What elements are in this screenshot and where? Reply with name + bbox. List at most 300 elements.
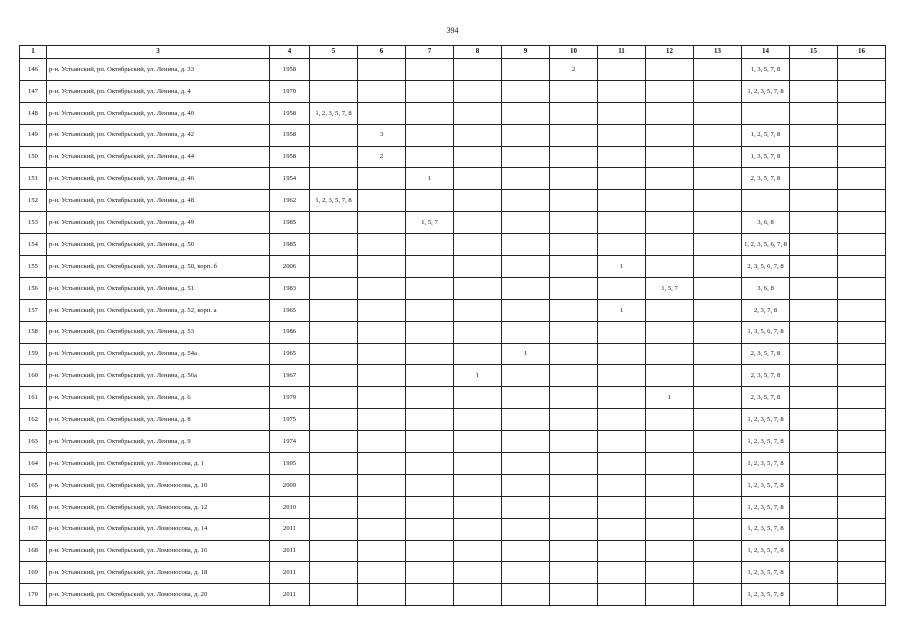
table-row <box>20 387 886 409</box>
table-row <box>20 496 886 518</box>
table-cell-col-3: р-н. Устьянский, рп. Октябрьский, ул. Ломоносова, д. 20 <box>47 584 270 606</box>
table-cell-col-13 <box>694 299 742 321</box>
table-cell-col-5 <box>310 59 358 81</box>
table-cell-col-1: 167 <box>20 518 47 540</box>
table-cell-col-11 <box>598 321 646 343</box>
table-cell-col-15 <box>790 234 838 256</box>
table-cell-col-8 <box>454 168 502 190</box>
table-cell-col-10 <box>550 277 598 299</box>
table-cell-col-9 <box>502 234 550 256</box>
table-cell-col-7 <box>406 256 454 278</box>
table-cell-col-14: 1, 2, 3, 5, 7, 8 <box>742 518 790 540</box>
table-row <box>20 409 886 431</box>
table-cell-col-16 <box>838 256 886 278</box>
table-cell-col-6 <box>358 321 406 343</box>
table-cell-col-1: 146 <box>20 59 47 81</box>
table-cell-col-12 <box>646 102 694 124</box>
table-header-row <box>20 46 886 59</box>
table-cell-col-8 <box>454 584 502 606</box>
table-row <box>20 168 886 190</box>
table-cell-col-9 <box>502 365 550 387</box>
table-cell-col-6 <box>358 496 406 518</box>
table-cell-col-4: 1958 <box>270 124 310 146</box>
table-cell-col-14: 3, 6, 8 <box>742 277 790 299</box>
table-cell-col-12 <box>646 562 694 584</box>
column-header-15: 15 <box>790 46 838 59</box>
table-cell-col-13 <box>694 518 742 540</box>
table-cell-col-7 <box>406 540 454 562</box>
table-cell-col-12: 1, 5, 7 <box>646 277 694 299</box>
table-cell-col-7 <box>406 584 454 606</box>
table-cell-col-8 <box>454 277 502 299</box>
table-row <box>20 59 886 81</box>
table-cell-col-15 <box>790 584 838 606</box>
table-cell-col-13 <box>694 409 742 431</box>
table-cell-col-12 <box>646 80 694 102</box>
table-cell-col-14: 1, 3, 5, 7, 8 <box>742 59 790 81</box>
table-cell-col-7 <box>406 496 454 518</box>
table-cell-col-14: 1, 2, 3, 5, 7, 8 <box>742 409 790 431</box>
table-cell-col-7 <box>406 453 454 475</box>
table-cell-col-5 <box>310 124 358 146</box>
table-cell-col-13 <box>694 59 742 81</box>
table-cell-col-16 <box>838 190 886 212</box>
table-cell-col-13 <box>694 277 742 299</box>
table-cell-col-1: 150 <box>20 146 47 168</box>
table-cell-col-4: 2009 <box>270 474 310 496</box>
table-cell-col-10 <box>550 365 598 387</box>
table-cell-col-3: р-н. Устьянский, рп. Октябрьский, ул. Ленина, д. 56а <box>47 365 270 387</box>
table-cell-col-10 <box>550 124 598 146</box>
table-cell-col-11 <box>598 80 646 102</box>
table-cell-col-12 <box>646 168 694 190</box>
table-cell-col-9 <box>502 212 550 234</box>
table-cell-col-12 <box>646 409 694 431</box>
table-cell-col-9 <box>502 299 550 321</box>
table-cell-col-7 <box>406 409 454 431</box>
table-cell-col-14 <box>742 190 790 212</box>
table-cell-col-9 <box>502 540 550 562</box>
table-cell-col-10 <box>550 168 598 190</box>
table-cell-col-9 <box>502 80 550 102</box>
table-cell-col-4: 1985 <box>270 234 310 256</box>
table-cell-col-4: 1965 <box>270 343 310 365</box>
table-cell-col-14: 2, 3, 5, 7, 8 <box>742 365 790 387</box>
table-cell-col-11 <box>598 474 646 496</box>
table-cell-col-6 <box>358 299 406 321</box>
table-row <box>20 102 886 124</box>
table-cell-col-4: 1958 <box>270 59 310 81</box>
table-cell-col-1: 166 <box>20 496 47 518</box>
table-cell-col-5: 1, 2, 3, 5, 7, 8 <box>310 102 358 124</box>
table-cell-col-11 <box>598 562 646 584</box>
column-header-7: 7 <box>406 46 454 59</box>
table-cell-col-11 <box>598 190 646 212</box>
table-cell-col-5 <box>310 234 358 256</box>
table-cell-col-10 <box>550 256 598 278</box>
table-row <box>20 234 886 256</box>
table-cell-col-15 <box>790 321 838 343</box>
table-cell-col-5: 1, 2, 3, 5, 7, 8 <box>310 190 358 212</box>
table-cell-col-15 <box>790 190 838 212</box>
column-header-14: 14 <box>742 46 790 59</box>
table-cell-col-6 <box>358 365 406 387</box>
table-cell-col-7 <box>406 299 454 321</box>
table-cell-col-13 <box>694 146 742 168</box>
table-cell-col-10 <box>550 102 598 124</box>
table-cell-col-11: 1 <box>598 256 646 278</box>
table-cell-col-13 <box>694 387 742 409</box>
table-cell-col-11 <box>598 59 646 81</box>
table-cell-col-12 <box>646 540 694 562</box>
table-cell-col-7 <box>406 343 454 365</box>
table-cell-col-8 <box>454 321 502 343</box>
table-cell-col-16 <box>838 168 886 190</box>
table-cell-col-8 <box>454 562 502 584</box>
table-cell-col-8 <box>454 474 502 496</box>
table-cell-col-15 <box>790 343 838 365</box>
table-cell-col-10 <box>550 409 598 431</box>
table-cell-col-1: 164 <box>20 453 47 475</box>
table-cell-col-1: 158 <box>20 321 47 343</box>
table-cell-col-1: 161 <box>20 387 47 409</box>
table-cell-col-4: 1958 <box>270 102 310 124</box>
table-row <box>20 277 886 299</box>
table-row <box>20 299 886 321</box>
table-cell-col-4: 2011 <box>270 584 310 606</box>
table-cell-col-11 <box>598 234 646 256</box>
table-cell-col-10 <box>550 562 598 584</box>
table-row <box>20 212 886 234</box>
table-cell-col-14: 1, 2, 3, 5, 7, 8 <box>742 584 790 606</box>
column-header-4: 4 <box>270 46 310 59</box>
table-cell-col-1: 149 <box>20 124 47 146</box>
table-cell-col-16 <box>838 365 886 387</box>
table-cell-col-7 <box>406 518 454 540</box>
table-cell-col-6 <box>358 190 406 212</box>
table-cell-col-16 <box>838 321 886 343</box>
table-cell-col-1: 147 <box>20 80 47 102</box>
table-cell-col-3: р-н. Устьянский, рп. Октябрьский, ул. Ленина, д. 48 <box>47 190 270 212</box>
table-cell-col-9 <box>502 431 550 453</box>
table-cell-col-6 <box>358 387 406 409</box>
table-cell-col-16 <box>838 474 886 496</box>
table-cell-col-12 <box>646 431 694 453</box>
table-cell-col-15 <box>790 387 838 409</box>
table-cell-col-12 <box>646 496 694 518</box>
table-cell-col-5 <box>310 277 358 299</box>
table-cell-col-1: 153 <box>20 212 47 234</box>
table-cell-col-14: 1, 2, 3, 5, 7, 8 <box>742 80 790 102</box>
table-cell-col-4: 1983 <box>270 277 310 299</box>
table-cell-col-5 <box>310 453 358 475</box>
table-cell-col-3: р-н. Устьянский, рп. Октябрьский, ул. Ленина, д. 8 <box>47 409 270 431</box>
table-cell-col-11 <box>598 343 646 365</box>
table-cell-col-7 <box>406 234 454 256</box>
housing-register-table <box>19 45 886 606</box>
table-row <box>20 453 886 475</box>
table-cell-col-14 <box>742 102 790 124</box>
table-cell-col-11 <box>598 102 646 124</box>
table-cell-col-7 <box>406 102 454 124</box>
table-cell-col-5 <box>310 409 358 431</box>
table-cell-col-3: р-н. Устьянский, рп. Октябрьский, ул. Ломоносова, д. 18 <box>47 562 270 584</box>
table-cell-col-4: 1967 <box>270 365 310 387</box>
table-cell-col-5 <box>310 584 358 606</box>
table-cell-col-16 <box>838 234 886 256</box>
table-cell-col-8 <box>454 343 502 365</box>
table-cell-col-5 <box>310 431 358 453</box>
table-cell-col-3: р-н. Устьянский, рп. Октябрьский, ул. Ленина, д. 50 <box>47 234 270 256</box>
table-cell-col-11 <box>598 518 646 540</box>
table-cell-col-16 <box>838 431 886 453</box>
table-cell-col-13 <box>694 584 742 606</box>
table-cell-col-9 <box>502 584 550 606</box>
table-cell-col-13 <box>694 453 742 475</box>
table-cell-col-10 <box>550 321 598 343</box>
table-cell-col-7 <box>406 190 454 212</box>
table-cell-col-11 <box>598 540 646 562</box>
table-cell-col-9 <box>502 409 550 431</box>
table-cell-col-14: 1, 3, 5, 7, 8 <box>742 146 790 168</box>
table-cell-col-10 <box>550 474 598 496</box>
table-cell-col-8: 1 <box>454 365 502 387</box>
table-cell-col-7 <box>406 124 454 146</box>
table-cell-col-6 <box>358 518 406 540</box>
table-cell-col-6 <box>358 431 406 453</box>
table-row <box>20 474 886 496</box>
table-body <box>20 59 886 606</box>
table-cell-col-16 <box>838 387 886 409</box>
table-cell-col-1: 168 <box>20 540 47 562</box>
table-cell-col-3: р-н. Устьянский, рп. Октябрьский, ул. Ленина, д. 42 <box>47 124 270 146</box>
table-cell-col-13 <box>694 234 742 256</box>
table-cell-col-8 <box>454 234 502 256</box>
table-cell-col-8 <box>454 190 502 212</box>
table-cell-col-6 <box>358 540 406 562</box>
table-cell-col-7 <box>406 321 454 343</box>
table-cell-col-1: 159 <box>20 343 47 365</box>
table-cell-col-13 <box>694 190 742 212</box>
table-cell-col-9 <box>502 59 550 81</box>
column-header-3: 3 <box>47 46 270 59</box>
table-cell-col-11 <box>598 124 646 146</box>
table-cell-col-16 <box>838 540 886 562</box>
table-cell-col-3: р-н. Устьянский, рп. Октябрьский, ул. Ломоносова, д. 14 <box>47 518 270 540</box>
table-cell-col-3: р-н. Устьянский, рп. Октябрьский, ул. Ленина, д. 40 <box>47 102 270 124</box>
table-cell-col-5 <box>310 387 358 409</box>
table-cell-col-6 <box>358 453 406 475</box>
table-cell-col-3: р-н. Устьянский, рп. Октябрьский, ул. Ленина, д. 49 <box>47 212 270 234</box>
table-cell-col-10 <box>550 496 598 518</box>
table-cell-col-12 <box>646 146 694 168</box>
table-cell-col-11 <box>598 168 646 190</box>
table-cell-col-8 <box>454 409 502 431</box>
table-cell-col-10 <box>550 146 598 168</box>
table-cell-col-10 <box>550 518 598 540</box>
table-cell-col-8 <box>454 59 502 81</box>
table-cell-col-4: 1975 <box>270 409 310 431</box>
table-cell-col-16 <box>838 277 886 299</box>
table-cell-col-8 <box>454 102 502 124</box>
table-cell-col-3: р-н. Устьянский, рп. Октябрьский, ул. Ленина, д. 9 <box>47 431 270 453</box>
table-cell-col-8 <box>454 387 502 409</box>
table-cell-col-16 <box>838 299 886 321</box>
table-cell-col-6 <box>358 212 406 234</box>
table-cell-col-7 <box>406 562 454 584</box>
table-cell-col-5 <box>310 343 358 365</box>
table-cell-col-4: 1995 <box>270 453 310 475</box>
table-cell-col-8 <box>454 431 502 453</box>
table-cell-col-3: р-н. Устьянский, рп. Октябрьский, ул. Ленина, д. 50, корп. б <box>47 256 270 278</box>
table-cell-col-16 <box>838 562 886 584</box>
table-cell-col-12 <box>646 343 694 365</box>
table-cell-col-9 <box>502 496 550 518</box>
table-cell-col-7 <box>406 387 454 409</box>
table-cell-col-12 <box>646 212 694 234</box>
table-cell-col-13 <box>694 168 742 190</box>
table-cell-col-3: р-н. Устьянский, рп. Октябрьский, ул. Ленина, д. 6 <box>47 387 270 409</box>
table-cell-col-15 <box>790 453 838 475</box>
table-cell-col-5 <box>310 256 358 278</box>
table-cell-col-10 <box>550 584 598 606</box>
table-cell-col-5 <box>310 474 358 496</box>
table-cell-col-14: 1, 2, 3, 5, 7, 8 <box>742 431 790 453</box>
table-cell-col-3: р-н. Устьянский, рп. Октябрьский, ул. Ломоносова, д. 12 <box>47 496 270 518</box>
table-cell-col-14: 2, 3, 5, 7, 8 <box>742 343 790 365</box>
table-cell-col-7 <box>406 365 454 387</box>
table-cell-col-12 <box>646 190 694 212</box>
table-cell-col-4: 2011 <box>270 540 310 562</box>
column-header-1: 1 <box>20 46 47 59</box>
table-row <box>20 584 886 606</box>
table-cell-col-16 <box>838 59 886 81</box>
table-row <box>20 256 886 278</box>
table-cell-col-7 <box>406 277 454 299</box>
table-cell-col-4: 2010 <box>270 496 310 518</box>
table-cell-col-14: 1, 2, 3, 5, 7, 8 <box>742 453 790 475</box>
table-cell-col-14: 1, 2, 3, 5, 6, 7, 8 <box>742 234 790 256</box>
table-cell-col-14: 2, 3, 5, 7, 8 <box>742 168 790 190</box>
table-cell-col-13 <box>694 321 742 343</box>
table-cell-col-8 <box>454 124 502 146</box>
table-cell-col-6 <box>358 168 406 190</box>
table-cell-col-14: 1, 2, 3, 5, 7, 8 <box>742 474 790 496</box>
table-cell-col-11 <box>598 365 646 387</box>
table-cell-col-3: р-н. Устьянский, рп. Октябрьский, ул. Ленина, д. 52, корп. а <box>47 299 270 321</box>
table-cell-col-9 <box>502 518 550 540</box>
table-cell-col-9 <box>502 387 550 409</box>
table-cell-col-5 <box>310 146 358 168</box>
table-cell-col-15 <box>790 277 838 299</box>
table-cell-col-3: р-н. Устьянский, рп. Октябрьский, ул. Ленина, д. 46 <box>47 168 270 190</box>
table-cell-col-15 <box>790 409 838 431</box>
table-cell-col-14: 2, 3, 7, 8 <box>742 299 790 321</box>
table-cell-col-15 <box>790 124 838 146</box>
table-cell-col-14: 2, 3, 5, 6, 7, 8 <box>742 256 790 278</box>
table-cell-col-10 <box>550 299 598 321</box>
table-cell-col-15 <box>790 496 838 518</box>
table-cell-col-6: 3 <box>358 124 406 146</box>
table-cell-col-9 <box>502 168 550 190</box>
table-cell-col-1: 170 <box>20 584 47 606</box>
table-cell-col-9 <box>502 474 550 496</box>
table-cell-col-4: 1974 <box>270 431 310 453</box>
table-cell-col-12 <box>646 256 694 278</box>
table-cell-col-11 <box>598 387 646 409</box>
table-cell-col-5 <box>310 321 358 343</box>
table-cell-col-12 <box>646 299 694 321</box>
table-cell-col-5 <box>310 540 358 562</box>
table-cell-col-13 <box>694 212 742 234</box>
table-cell-col-6 <box>358 234 406 256</box>
table-cell-col-3: р-н. Устьянский, рп. Октябрьский, ул. Ленина, д. 51 <box>47 277 270 299</box>
table-row <box>20 146 886 168</box>
table-cell-col-11 <box>598 431 646 453</box>
table-row <box>20 431 886 453</box>
table-cell-col-1: 160 <box>20 365 47 387</box>
table-cell-col-3: р-н. Устьянский, рп. Октябрьский, ул. Ленина, д. 33 <box>47 59 270 81</box>
table-cell-col-12 <box>646 453 694 475</box>
table-cell-col-9 <box>502 124 550 146</box>
table-cell-col-7 <box>406 59 454 81</box>
table-cell-col-15 <box>790 518 838 540</box>
table-row <box>20 540 886 562</box>
table-cell-col-9 <box>502 562 550 584</box>
table-cell-col-5 <box>310 365 358 387</box>
table-cell-col-13 <box>694 256 742 278</box>
table-cell-col-7 <box>406 146 454 168</box>
table-cell-col-8 <box>454 518 502 540</box>
table-cell-col-11: 1 <box>598 299 646 321</box>
column-header-10: 10 <box>550 46 598 59</box>
table-cell-col-14: 1, 2, 3, 5, 7, 8 <box>742 562 790 584</box>
table-cell-col-1: 163 <box>20 431 47 453</box>
table-cell-col-6 <box>358 256 406 278</box>
table-cell-col-13 <box>694 124 742 146</box>
table-cell-col-1: 156 <box>20 277 47 299</box>
table-cell-col-1: 169 <box>20 562 47 584</box>
table-cell-col-12 <box>646 518 694 540</box>
table-cell-col-5 <box>310 80 358 102</box>
table-cell-col-6 <box>358 562 406 584</box>
table-cell-col-15 <box>790 168 838 190</box>
table-cell-col-13 <box>694 562 742 584</box>
table-cell-col-4: 2011 <box>270 562 310 584</box>
table-cell-col-8 <box>454 299 502 321</box>
table-cell-col-7: 1, 5, 7 <box>406 212 454 234</box>
table-cell-col-4: 1954 <box>270 168 310 190</box>
table-cell-col-15 <box>790 102 838 124</box>
table-cell-col-8 <box>454 453 502 475</box>
table-cell-col-11 <box>598 277 646 299</box>
table-cell-col-13 <box>694 102 742 124</box>
table-cell-col-14: 1, 2, 3, 5, 7, 8 <box>742 540 790 562</box>
table-cell-col-10 <box>550 212 598 234</box>
table-cell-col-8 <box>454 80 502 102</box>
table-cell-col-5 <box>310 168 358 190</box>
column-header-12: 12 <box>646 46 694 59</box>
table-row <box>20 562 886 584</box>
table-cell-col-15 <box>790 59 838 81</box>
table-cell-col-8 <box>454 496 502 518</box>
table-cell-col-16 <box>838 496 886 518</box>
table-cell-col-9 <box>502 277 550 299</box>
table-cell-col-11 <box>598 496 646 518</box>
table-cell-col-3: р-н. Устьянский, рп. Октябрьский, ул. Ленина, д. 4 <box>47 80 270 102</box>
table-row <box>20 365 886 387</box>
table-cell-col-1: 152 <box>20 190 47 212</box>
